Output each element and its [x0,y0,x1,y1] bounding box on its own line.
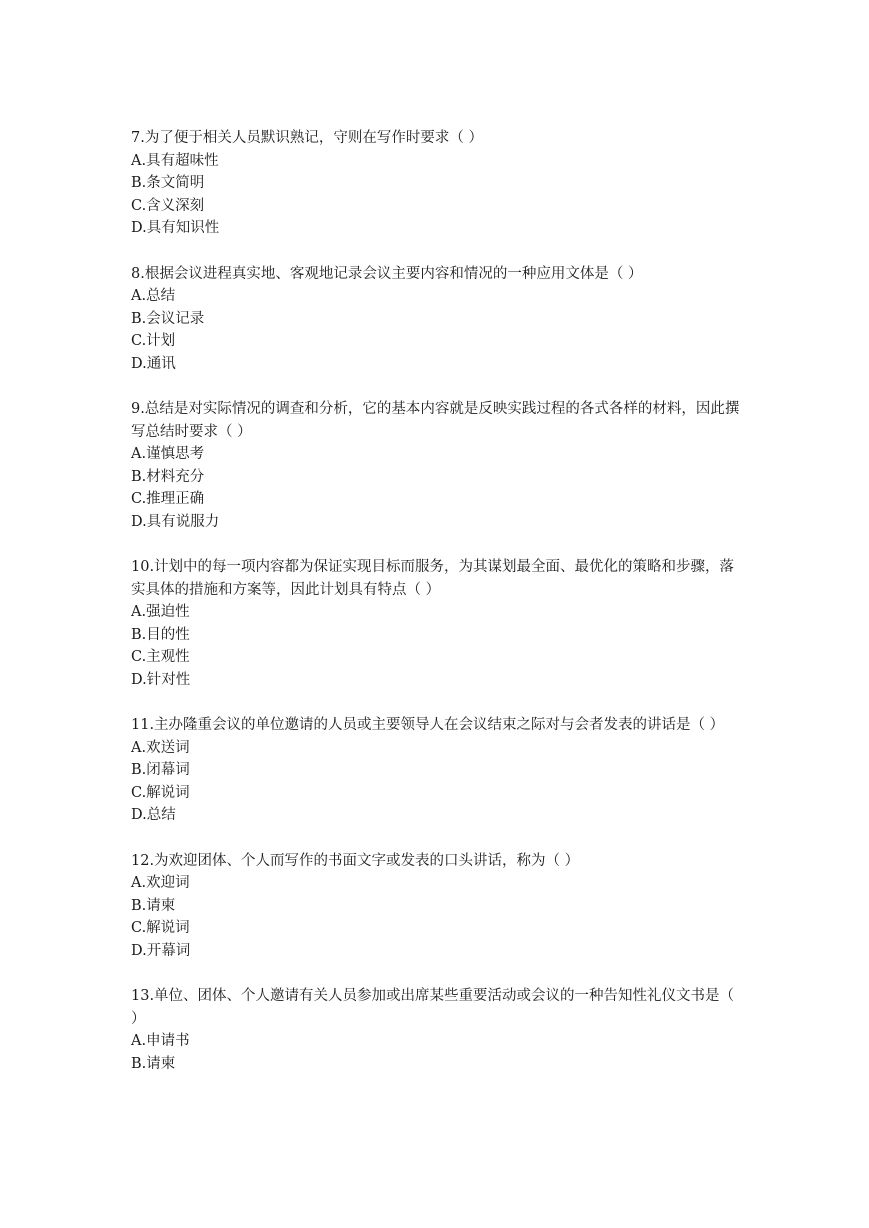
question-stem: 9.总结是对实际情况的调查和分析，它的基本内容就是反映实践过程的各式各样的材料，因此撰写总结时要求（ ） [131,401,740,440]
option-a: A.欢迎词 [131,875,190,891]
question-10 [131,556,743,691]
option-b: B.目的性 [131,626,190,643]
question-8 [131,263,743,376]
option-d: D.针对性 [131,671,191,688]
question-9 [131,398,743,533]
option-c: C.计划 [131,333,176,349]
option-b: B.材料充分 [131,468,205,485]
option-a: A.谨慎思考 [131,446,205,462]
question-7 [131,127,743,240]
option-d: D.总结 [131,807,176,823]
question-11 [131,714,743,827]
question-13 [131,985,743,1075]
option-d: D.具有知识性 [131,220,220,236]
option-b: B.闭幕词 [131,762,190,778]
question-stem: 13.单位、团体、个人邀请有关人员参加或出席某些重要活动或会议的一种告知性礼仪文书是（ ） [131,988,735,1027]
question-12 [131,850,743,963]
option-a: A.欢送词 [131,739,190,756]
question-stem: 12.为欢迎团体、个人而写作的书面文字或发表的口头讲话，称为（ ） [131,852,580,869]
option-c: C.解说词 [131,784,190,801]
option-c: C.主观性 [131,649,190,665]
question-stem: 8.根据会议进程真实地、客观地记录会议主要内容和情况的一种应用文体是（ ） [131,265,643,282]
option-a: A.总结 [131,288,176,304]
option-b: B.请柬 [131,897,176,914]
option-a: A.申请书 [131,1033,190,1049]
option-c: C.推理正确 [131,491,205,507]
option-d: D.具有说服力 [131,513,220,530]
option-c: C.解说词 [131,920,190,936]
option-b: B.请柬 [131,1055,176,1072]
option-a: A.强迫性 [131,604,190,620]
question-stem: 10.计划中的每一项内容都为保证实现目标而服务，为其谋划最全面、最优化的策略和步骤，落实具体的措施和方案等，因此计划具有特点（ ） [131,559,735,598]
option-c: C.含义深刻 [131,197,205,214]
option-a: A.具有超味性 [131,152,219,169]
option-d: D.开幕词 [131,942,191,959]
option-b: B.条文简明 [131,175,205,191]
option-b: B.会议记录 [131,310,205,327]
option-d: D.通讯 [131,355,176,372]
question-stem: 11.主办隆重会议的单位邀请的人员或主要领导人在会议结束之际对与会者发表的讲话是（ ） [131,717,725,733]
question-list [131,127,743,1098]
question-stem: 7.为了便于相关人员默识熟记，守则在写作时要求（ ） [131,130,483,146]
